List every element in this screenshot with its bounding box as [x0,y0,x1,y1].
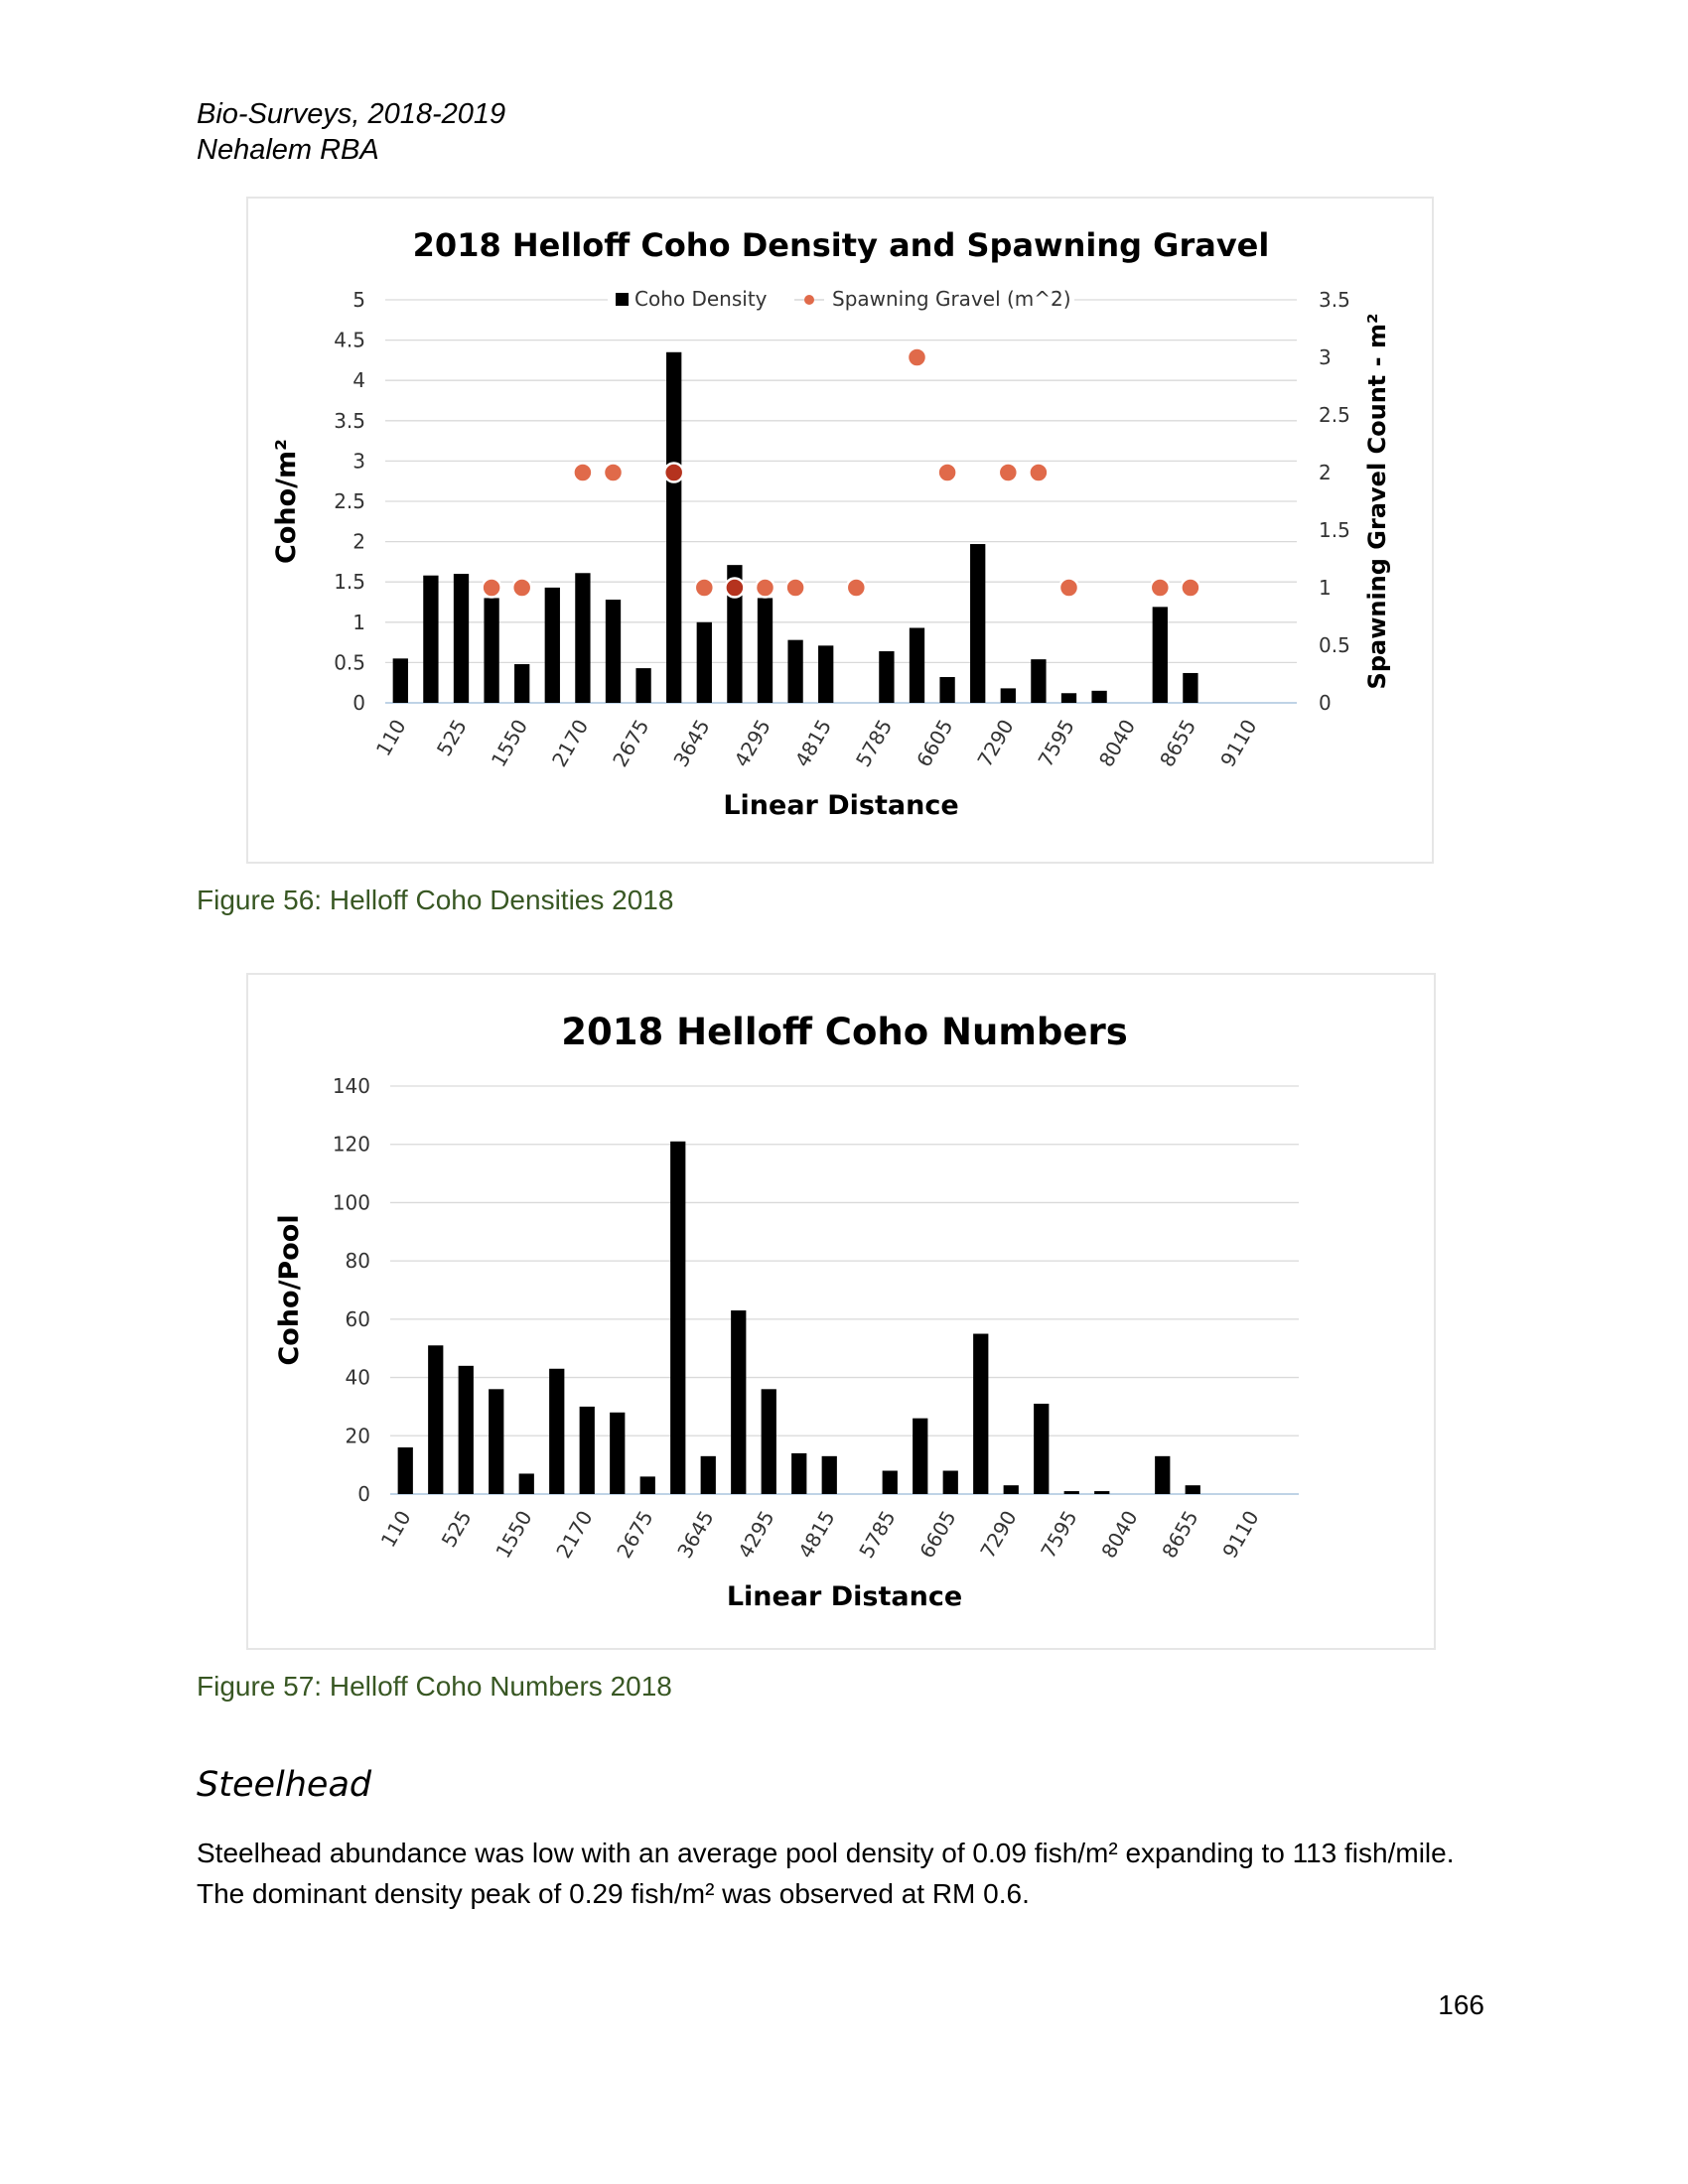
bar [423,576,438,703]
bar [670,1142,685,1494]
x-tick-label: 3645 [672,1506,719,1563]
x-tick-label: 6605 [912,715,958,771]
gravel-marker [908,348,926,367]
gravel-marker [1059,579,1078,598]
page-number: 166 [1438,1989,1484,2020]
x-tick-label: 9110 [1215,715,1262,771]
x-tick-label: 6605 [914,1506,961,1563]
bar [580,1407,595,1494]
x-tick-label: 110 [370,715,411,760]
x-tick-label: 7595 [1033,715,1079,771]
y-axis-label: Coho/m² [271,439,302,564]
gravel-marker [483,579,501,598]
chart-coho-density-svg [248,199,1432,862]
y2-tick-label: 2 [1319,461,1332,484]
figure-57-caption: Figure 57: Helloff Coho Numbers 2018 [197,1671,672,1702]
bar [514,664,529,703]
y2-tick-label: 0.5 [1319,633,1350,657]
bar [635,668,650,703]
bar [1091,691,1106,703]
gravel-marker [512,579,531,598]
x-tick-label: 2675 [612,1506,658,1563]
y-tick-label: 1.5 [334,570,365,595]
gravel-marker [573,464,592,482]
gravel-marker [1181,579,1199,598]
figure-56-caption: Figure 56: Helloff Coho Densities 2018 [197,885,674,915]
bar [1001,688,1016,703]
bar [1031,659,1046,703]
section-heading: Steelhead [197,1765,372,1805]
bar [762,1389,776,1494]
chart-coho-density [246,197,1434,864]
gravel-marker [786,579,805,598]
bar [939,677,954,703]
x-tick-label: 3645 [668,715,715,771]
x-tick-label: 5785 [854,1506,901,1563]
chart-coho-numbers-svg [248,975,1434,1648]
chart-title: 2018 Helloff Coho Density and Spawning Gravel [412,226,1270,264]
bar [640,1476,655,1494]
bar [970,544,985,703]
x-tick-label: 8655 [1154,715,1201,771]
bar [545,588,560,703]
y2-tick-label: 1.5 [1319,518,1350,542]
x-tick-label: 8655 [1157,1506,1203,1563]
bar [910,627,924,703]
bar [787,640,802,703]
x-tick-label: 2675 [608,715,654,771]
y-tick-label: 40 [345,1365,370,1390]
legend-swatch-spawning-gravel [804,295,814,305]
bar [1155,1456,1170,1494]
bar [1034,1404,1049,1494]
x-tick-label: 4295 [733,1506,779,1563]
y-tick-label: 0 [352,691,365,715]
y-tick-label: 120 [332,1132,370,1157]
y-tick-label: 3.5 [334,408,365,433]
y2-axis-label: Spawning Gravel Count - m² [1363,313,1391,690]
x-tick-label: 8040 [1096,1506,1143,1563]
bar [575,573,590,703]
gravel-marker [695,579,714,598]
y2-tick-label: 3 [1319,345,1332,369]
y-tick-label: 60 [345,1306,370,1331]
y-tick-label: 140 [332,1074,370,1098]
y-tick-label: 20 [345,1424,370,1448]
bar [606,600,621,703]
y-tick-label: 2.5 [334,489,365,513]
bar [519,1473,534,1494]
gravel-marker [725,579,744,598]
y2-tick-label: 2.5 [1319,403,1350,427]
bar [610,1413,625,1494]
bar [791,1453,806,1494]
gravel-marker [664,464,683,482]
bar [398,1447,413,1494]
y-tick-label: 100 [332,1190,370,1215]
bar [489,1389,503,1494]
y-tick-label: 3 [352,449,365,474]
legend-label: Coho Density [634,287,768,311]
bar [1153,607,1168,703]
bar [1094,1491,1109,1494]
x-tick-label: 5785 [850,715,898,771]
bar [913,1419,927,1494]
bar [879,651,894,703]
x-tick-label: 4815 [793,1506,840,1563]
x-tick-label: 2170 [546,715,594,771]
bar [943,1471,958,1494]
bar [973,1334,988,1494]
y-tick-label: 1 [352,610,365,634]
x-tick-label: 7290 [972,715,1019,771]
bar [484,598,498,703]
x-tick-label: 8040 [1093,715,1141,771]
x-tick-label: 4295 [729,715,775,771]
bar [393,658,408,703]
bar [1064,1491,1079,1494]
x-tick-label: 7290 [975,1506,1022,1563]
x-tick-label: 1550 [491,1506,537,1563]
x-tick-label: 110 [375,1506,416,1552]
bar [697,622,712,703]
x-axis-label: Linear Distance [726,1581,963,1612]
bar [731,1310,746,1494]
x-tick-label: 1550 [486,715,533,771]
legend-swatch-coho-density [616,293,629,306]
x-tick-label: 525 [436,1506,477,1552]
y2-tick-label: 1 [1319,576,1332,600]
bar [549,1369,564,1494]
x-axis-label: Linear Distance [723,790,959,821]
gravel-marker [604,464,623,482]
gravel-marker [756,579,774,598]
legend-label: Spawning Gravel (m^2) [832,287,1071,311]
body-paragraph: Steelhead abundance was low with an average pool density of 0.09 fish/m² expanding to 113 fish/mile. The dominant density peak of 0.29 fish/m² was observed at RM 0.6. [197,1838,1455,1909]
gravel-marker [938,464,957,482]
bar [666,352,681,703]
y-tick-label: 5 [352,288,365,312]
y-axis-label: Coho/Pool [274,1214,305,1366]
bar [818,645,833,703]
y-tick-label: 80 [345,1249,370,1274]
x-tick-label: 2170 [551,1506,598,1563]
bar [428,1345,443,1494]
bar [459,1366,474,1494]
y2-tick-label: 0 [1319,691,1332,715]
y2-tick-label: 3.5 [1319,288,1350,312]
bar [883,1471,898,1494]
gravel-marker [999,464,1018,482]
x-tick-label: 7595 [1036,1506,1082,1563]
y-tick-label: 4.5 [334,328,365,352]
bar [454,574,469,703]
y-tick-label: 4 [352,368,365,393]
bar [758,598,773,703]
x-tick-label: 4815 [789,715,837,771]
y-tick-label: 2 [352,529,365,554]
bar [1186,1485,1200,1494]
y-tick-label: 0 [357,1482,370,1506]
chart-coho-numbers [246,973,1436,1650]
chart-title: 2018 Helloff Coho Numbers [561,1011,1128,1053]
bar [822,1456,837,1494]
running-header-line2: Nehalem RBA [197,134,379,166]
bar [701,1456,716,1494]
bar [1061,693,1076,703]
gravel-marker [847,579,866,598]
bar [1183,673,1197,703]
x-tick-label: 525 [431,715,472,760]
y-tick-label: 0.5 [334,650,365,675]
bar [1004,1485,1019,1494]
running-header-line1: Bio-Surveys, 2018-2019 [197,98,506,130]
gravel-marker [1151,579,1170,598]
gravel-marker [1029,464,1048,482]
x-tick-label: 9110 [1217,1506,1264,1563]
